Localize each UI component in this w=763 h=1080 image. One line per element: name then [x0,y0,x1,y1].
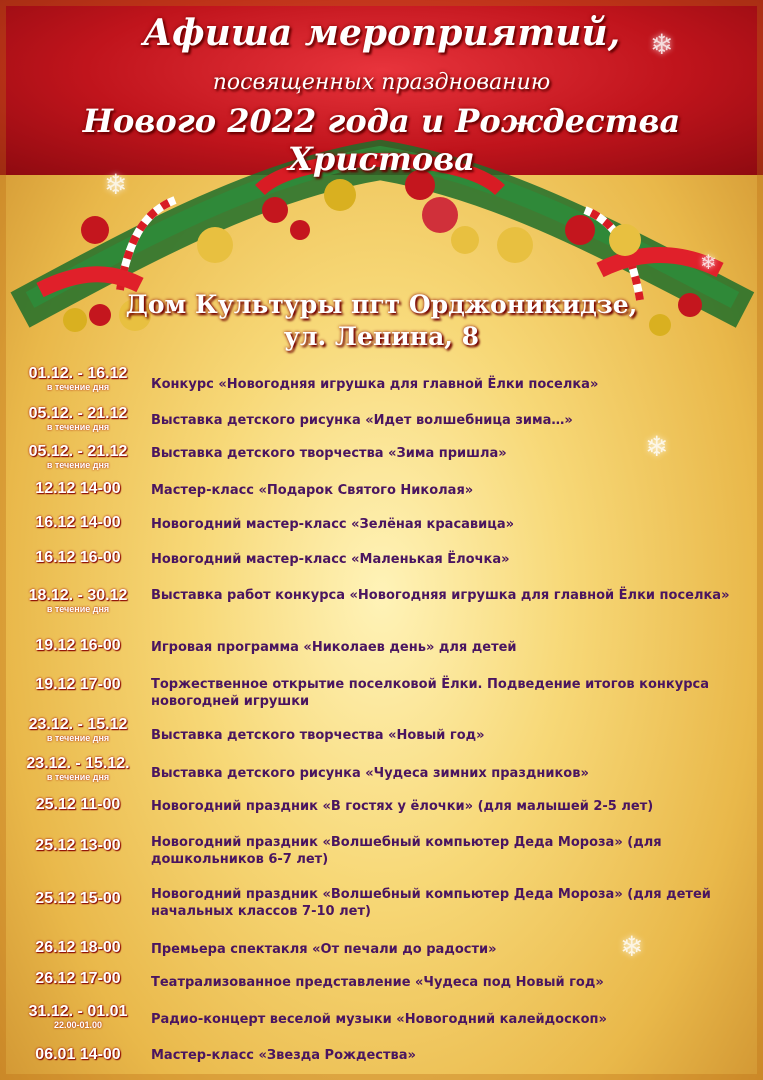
event-description: Новогодний праздник «В гостях у ёлочки» (для малышей 2-5 лет) [151,799,654,814]
event-description: Мастер-класс «Звезда Рождества» [151,1048,416,1063]
event-date: 23.12. - 15.12 [28,716,128,733]
event-date: 26.12 17-00 [35,970,121,987]
event-description: Выставка детского рисунка «Чудеса зимних праздников» [151,766,589,781]
snowflake-icon: ❄ [645,430,669,463]
event-date: 25.12 13-00 [35,837,121,854]
event-date: 16.12 14-00 [35,514,121,531]
event-date: 12.12 14-00 [35,480,121,497]
event-description: Премьера спектакля «От печали до радости» [151,942,497,957]
event-description: Выставка детского рисунка «Идет волшебница зима…» [151,413,573,428]
venue-address: ул. Ленина, 8 [283,322,480,351]
event-time-note: в течение дня [46,422,110,432]
event-time-note: в течение дня [46,772,110,782]
event-description: Новогодний мастер-класс «Зелёная красавица» [151,517,515,532]
event-date: 05.12. - 21.12 [28,405,128,422]
event-description: Новогодний праздник «Волшебный компьютер Деда Мороза» (для детей начальных классов 7-10 лет) [151,887,711,919]
event-time-note: в течение дня [46,460,110,470]
event-date: 26.12 18-00 [35,939,121,956]
event-description: Выставка детского творчества «Зима пришла» [151,446,507,461]
event-date: 06.01 14-00 [35,1046,121,1063]
event-date: 25.12 11-00 [35,796,121,813]
event-description: Театрализованное представление «Чудеса под Новый год» [151,975,604,990]
event-date: 31.12. - 01.01 [28,1003,128,1020]
event-description: Новогодний мастер-класс «Маленькая Ёлочка» [151,552,510,567]
event-time-note: 22.00-01.00 [53,1020,103,1030]
snowflake-icon: ❄ [700,250,717,274]
event-description: Мастер-класс «Подарок Святого Николая» [151,483,474,498]
snowflake-icon: ❄ [104,168,128,201]
event-date: 19.12 17-00 [35,676,121,693]
event-date: 01.12. - 16.12 [28,365,128,382]
event-time-note: в течение дня [46,604,110,614]
event-date: 05.12. - 21.12 [28,443,128,460]
event-date: 19.12 16-00 [35,637,121,654]
snowflake-icon: ❄ [620,930,644,963]
event-description: Радио-концерт веселой музыки «Новогодний калейдоскоп» [151,1012,607,1027]
poster-title: Афиша мероприятий, [142,12,621,54]
event-time-note: в течение дня [46,382,110,392]
event-description: Выставка детского творчества «Новый год» [151,728,485,743]
event-description: Торжественное открытие поселковой Ёлки. Подведение итогов конкурса новогодней игрушки [151,677,709,709]
snowflake-icon: ❄ [650,28,674,61]
event-description: Выставка работ конкурса «Новогодняя игрушка для главной Ёлки поселка» [151,588,730,603]
event-date: 16.12 16-00 [35,549,121,566]
event-description: Конкурс «Новогодняя игрушка для главной Ёлки поселка» [151,377,599,392]
event-date: 18.12. - 30.12 [28,587,128,604]
poster-subtitle: посвященных празднованию [212,70,551,95]
event-description: Игровая программа «Николаев день» для детей [151,640,517,655]
event-date: 25.12 15-00 [35,890,121,907]
venue-name: Дом Культуры пгт Орджоникидзе, [125,290,638,319]
poster-title-holiday: Нового 2022 года и Рождества Христова [82,102,681,178]
event-date: 23.12. - 15.12. [26,755,130,772]
event-time-note: в течение дня [46,733,110,743]
event-description: Новогодний праздник «Волшебный компьютер Деда Мороза» (для дошкольников 6-7 лет) [151,835,662,867]
